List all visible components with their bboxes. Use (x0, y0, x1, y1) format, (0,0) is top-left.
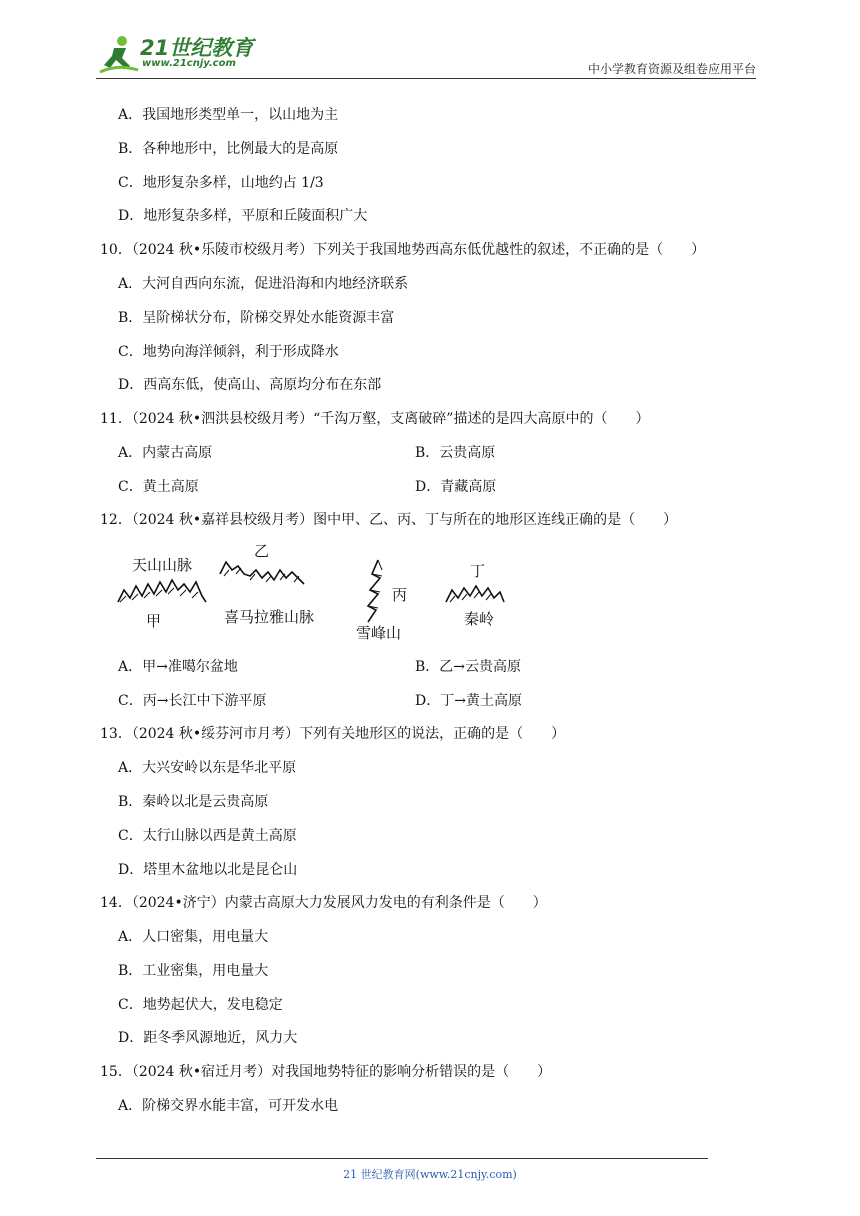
label-jia: 甲 (146, 612, 162, 630)
q13-option-b: B．秦岭以北是云贵高原 (118, 794, 269, 810)
q10-option-c: C．地势向海洋倾斜，利于形成降水 (118, 344, 339, 360)
logo-url: www.21cnjy.com (142, 58, 236, 69)
label-bing: 丙 (392, 586, 408, 604)
q11-option-d: D．青藏高原 (415, 479, 497, 495)
mountain-yi-icon (220, 562, 304, 584)
q12-stem: 12．（2024 秋•嘉祥县校级月考）图中甲、乙、丙、丁与所在的地形区连线正确的是（ ） (100, 512, 678, 528)
terrain-diagram (110, 540, 520, 650)
q11-stem: 11．（2024 秋•泗洪县校级月考）“千沟万壑，支离破碎”描述的是四大高原中的（ ） (100, 411, 650, 427)
mountain-ding-icon (446, 586, 504, 602)
logo-text: 21世纪教育 (140, 36, 254, 60)
q9-option-b: B．各种地形中，比例最大的是高原 (118, 141, 339, 157)
q12-option-a: A．甲→准噶尔盆地 (118, 659, 238, 675)
q15-option-a: A．阶梯交界水能丰富，可开发水电 (118, 1098, 339, 1114)
label-qinling: 秦岭 (464, 610, 495, 628)
header-platform-text: 中小学教育资源及组卷应用平台 (587, 62, 756, 76)
q13-option-a: A．大兴安岭以东是华北平原 (118, 760, 297, 776)
mountain-jia-icon (118, 580, 206, 602)
label-himalaya: 喜马拉雅山脉 (224, 608, 315, 626)
label-ding: 丁 (470, 562, 486, 580)
page-header (96, 30, 756, 78)
q11-option-a: A．内蒙古高原 (118, 445, 213, 461)
q14-option-d: D．距冬季风源地近，风力大 (118, 1030, 298, 1046)
q14-option-a: A．人口密集，用电量大 (118, 929, 269, 945)
q10-option-b: B．呈阶梯状分布，阶梯交界处水能资源丰富 (118, 310, 395, 326)
label-yi: 乙 (254, 542, 270, 560)
site-logo[interactable] (96, 34, 266, 74)
q9-option-d: D．地形复杂多样，平原和丘陵面积广大 (118, 208, 368, 224)
q9-option-c: C．地形复杂多样，山地约占 1/3 (118, 175, 324, 191)
q11-option-c: C．黄土高原 (118, 479, 199, 495)
label-tianshan: 天山山脉 (132, 556, 193, 574)
q12-option-d: D．丁→黄土高原 (415, 693, 522, 709)
q10-stem: 10．（2024 秋•乐陵市校级月考）下列关于我国地势西高东低优越性的叙述，不正确的是（ ） (100, 242, 706, 258)
q12-option-c: C．丙→长江中下游平原 (118, 693, 267, 709)
header-divider (96, 78, 756, 79)
runner-icon (96, 34, 140, 74)
q10-option-a: A．大河自西向东流，促进沿海和内地经济联系 (118, 276, 409, 292)
q9-option-a: A．我国地形类型单一，以山地为主 (118, 107, 339, 123)
q14-stem: 14．（2024•济宁）内蒙古高原大力发展风力发电的有利条件是（ ） (100, 895, 547, 911)
q12-option-b: B．乙→云贵高原 (415, 659, 522, 675)
footer-link[interactable]: 21 世纪教育网(www.21cnjy.com) (343, 1168, 517, 1181)
q11-option-b: B．云贵高原 (415, 445, 496, 461)
q10-option-d: D．西高东低，使高山、高原均分布在东部 (118, 377, 382, 393)
q15-stem: 15．（2024 秋•宿迁月考）对我国地势特征的影响分析错误的是（ ） (100, 1064, 552, 1080)
q14-option-b: B．工业密集，用电量大 (118, 963, 269, 979)
q14-option-c: C．地势起伏大，发电稳定 (118, 997, 283, 1013)
q13-option-d: D．塔里木盆地以北是昆仑山 (118, 862, 298, 878)
q13-option-c: C．太行山脉以西是黄土高原 (118, 828, 297, 844)
q13-stem: 13．（2024 秋•绥芬河市月考）下列有关地形区的说法，正确的是（ ） (100, 726, 566, 742)
label-xuefengshan: 雪峰山 (356, 624, 402, 642)
footer-divider (96, 1158, 708, 1159)
